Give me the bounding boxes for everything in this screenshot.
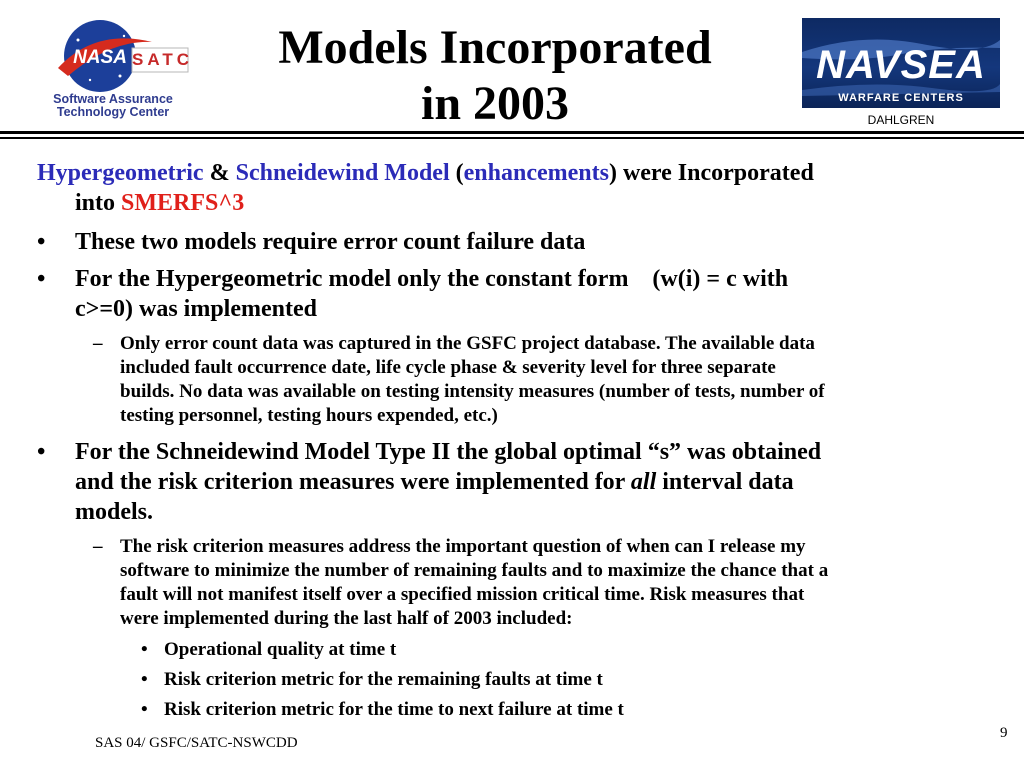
intro-hypergeometric: Hypergeometric	[37, 160, 204, 186]
sub2-line1: The risk criterion measures address the important question of when can I release my	[120, 536, 806, 557]
bullet-marker: •	[37, 229, 46, 255]
satc-subtitle-line2: Technology Center	[56, 105, 170, 119]
bullet3-line2-c: interval data	[656, 469, 794, 495]
sub1-line2: included fault occurrence date, life cycle phase & severity level for three separate	[120, 357, 776, 378]
intro-enhancements: enhancements	[463, 160, 609, 186]
bullet-marker: •	[37, 266, 46, 292]
bullet2-line1: For the Hypergeometric model only the constant form (w(i) = c with	[75, 266, 789, 292]
navsea-location: DAHLGREN	[867, 113, 935, 127]
title-line1: Models Incorporated	[278, 21, 712, 74]
subsub-item-3: Risk criterion metric for the time to next failure at time t	[164, 699, 624, 720]
bullet3-line2-all: all	[630, 469, 657, 495]
page-number: 9	[1000, 725, 1008, 741]
sub2-line3: fault will not manifest itself over a specified mission critical time. Risk measures that	[120, 584, 805, 605]
intro-line2	[75, 188, 244, 218]
satc-subtitle-line1: Software Assurance	[53, 92, 173, 106]
bullet3-line3: models.	[75, 499, 153, 525]
bullet3-line2-a: and the risk criterion measures were implemented for	[75, 469, 631, 495]
sub2-line4: were implemented during the last half of 2003 included:	[120, 608, 573, 629]
sub2-line2: software to minimize the number of remaining faults and to maximize the chance that a	[120, 560, 829, 581]
bullet3-line1: For the Schneidewind Model Type II the global optimal “s” was obtained	[75, 439, 822, 465]
intro-schneidewind: Schneidewind Model	[235, 160, 450, 186]
intro-smerfs: SMERFS^3	[121, 190, 245, 216]
subsub-item-2: Risk criterion metric for the remaining faults at time t	[164, 669, 603, 690]
nasa-logo-text: NASA	[73, 47, 127, 68]
bullet1-text: These two models require error count failure data	[75, 229, 586, 255]
subsub-marker: •	[141, 639, 148, 660]
intro-ampersand: &	[203, 160, 236, 186]
satc-text: SATC	[132, 50, 194, 69]
sub1-line4: testing personnel, testing hours expended, etc.)	[120, 405, 498, 426]
bullet2-line2: c>=0) was implemented	[75, 296, 317, 322]
header-rule-bottom	[0, 137, 1024, 139]
bullet-marker: •	[37, 439, 46, 465]
intro-incorporated: ) were Incorporated	[608, 160, 814, 186]
dash-marker: –	[93, 333, 103, 354]
intro-paren-open: (	[449, 160, 464, 186]
subsub-marker: •	[141, 669, 148, 690]
subsub-marker: •	[141, 699, 148, 720]
title-line2: in 2003	[420, 77, 570, 130]
subsub-item-1: Operational quality at time t	[164, 639, 397, 660]
dash-marker: –	[93, 536, 103, 557]
footer-text: SAS 04/ GSFC/SATC-NSWCDD	[95, 735, 298, 751]
sub1-line3: builds. No data was available on testing intensity measures (number of tests, number of	[120, 381, 825, 402]
navsea-wordmark: NAVSEA	[816, 43, 986, 87]
intro-into: into	[75, 190, 122, 216]
header-rule-top	[0, 131, 1024, 134]
sub1-line1: Only error count data was captured in the GSFC project database. The available data	[120, 333, 815, 354]
slide-title	[200, 20, 790, 132]
bullet3-line2	[75, 467, 794, 497]
intro-line1	[37, 158, 814, 188]
navsea-subtitle: WARFARE CENTERS	[838, 92, 964, 104]
